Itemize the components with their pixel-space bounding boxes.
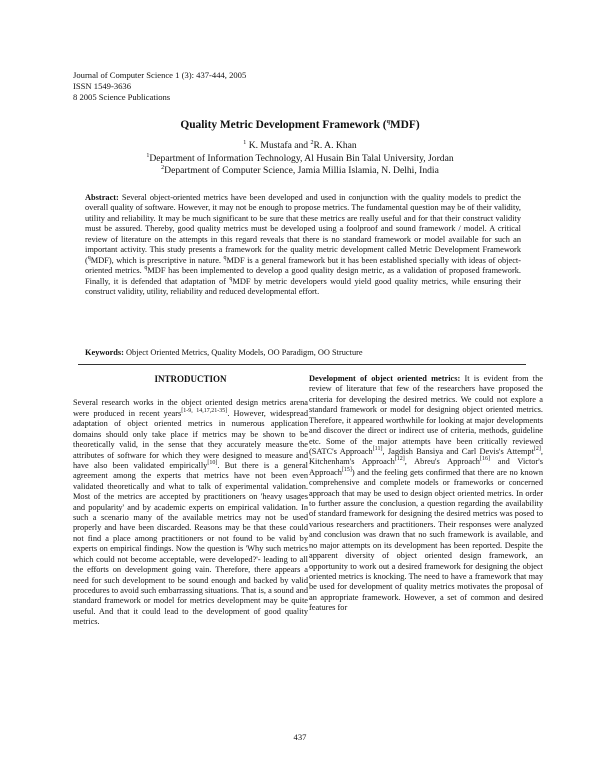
keywords: Keywords: Object Oriented Metrics, Quality Models, OO Paradigm, OO Structure <box>85 348 363 357</box>
section-divider <box>78 364 526 365</box>
abstract: Abstract: Several object-oriented metrics have been developed and used in conjunction with the quality models to predict the overall quality of software. However, it may not be enough to propose metrics. The fundamental question may be of their validity, utility and reliability. It may be much significant to be sure that these metrics are really useful and for that their construct validity must be assured. Thereby, good quality metrics must be developed using a foolproof and sound framework / model. A critical review of literature on the attempts in this regard reveals that there is no standard framework or model available for such an important activity. This study presents a framework for the quality metric development called Metric Development Framework ($^q$MDF), which is prescriptive in nature. $^q$MDF is a general framework but it has been established specially with ideas of object-oriented metrics. $^q$MDF has been implemented to develop a good quality design metric, as a validation of proposed framework. Finally, it is defended that adaptation of $^q$MDF by metric developers would yield good quality metrics, while ensuring their construct validity, utility, reliability and reduced developmental effort. <box>85 193 522 297</box>
authors-block <box>0 140 600 178</box>
left-column <box>73 374 308 628</box>
introduction-paragraph: Several research works in the object oriented design metrics arena were produced in recent years[1-9, 14,17,21-35]. However, widespread adaptation of object oriented metrics in numerous application domains should only take place if metrics may be shown to be theoretically valid, in the sense that they accurately measure the attributes of software for which they were designed to measure and have also been validated empirically[10]. But there is a general agreement among the experts that metrics have not been even validated theoretically and what to talk of experimental validation. Most of the metrics are accepted by practitioners on 'heavy usages and popularity' and by academic experts on empirical validation. In such a scenario many of the available metrics may not be used properly and have been discarded. Reasons may be that these could not find a place among practitioners or not found to be valid by experts on empirical findings. Now the question is 'Why such metrics which could not become acceptable, were developed?'- leading to all the efforts on development going vain. Therefore, there appears a need for such development to be sound enough and backed by valid procedures to avoid such embarrassing situations. That is, a sound and standard framework or model for metrics development may be quite useful. And that it could lead to the development of good quality metrics. <box>73 398 308 627</box>
journal-header <box>73 70 246 103</box>
author-names: $^1$ K. Mustafa and $^2$R. A. Khan <box>243 139 357 151</box>
keywords-label: Keywords: <box>85 348 124 357</box>
journal-publisher: 8 2005 Science Publications <box>73 92 171 102</box>
right-column <box>309 374 543 614</box>
affiliation-2: $^2$Department of Computer Science, Jamia Millia Islamia, N. Delhi, India <box>161 164 439 176</box>
abstract-label: Abstract: <box>85 193 119 202</box>
development-heading: Development of object oriented metrics: <box>309 374 461 383</box>
page-number: 437 <box>293 732 307 742</box>
journal-issn: ISSN 1549-3636 <box>73 81 132 91</box>
development-paragraph: Development of object oriented metrics: It is evident from the review of literature that few of the researchers have proposed the criteria for developing the desired metrics. We could not explore a standard framework or model for designing object oriented metrics. Therefore, it appeared worthwhile for looking at major developments and discover the direct or indirect use of criteria, methods, guideline etc. Some of the major attempts have been critically reviewed (SATC's Approach[11], Jagdish Bansiya and Carl Devis's Attempt[2], Kitchenham's Approach[12], Abreu's Approach[16] and Victor's Approach[15]) and the feeling gets confirmed that there are no known comprehensive and complete models or frameworks or concerned approach that may be used to design object oriented metrics. In order to further assure the conclusion, a question regarding the availability of standard framework for designing the desired metrics was posed to various researchers and practitioners. Their responses were analyzed and conclusion was drawn that no such framework is available, and no major attempts on its development has been reported. Despite the apparent diversity of object oriented design framework, an opportunity to work out a desired framework for designing the object oriented metrics is knocking. The need to have a framework that may be used for development of quality metrics motivates the proposal of an appropriate framework. However, a set of common and desired features for <box>309 374 543 613</box>
paper-title: Quality Metric Development Framework ($^q$MDF) <box>180 119 420 131</box>
introduction-heading: INTRODUCTION <box>154 374 227 384</box>
journal-citation: Journal of Computer Science 1 (3): 437-444, 2005 <box>73 70 247 80</box>
affiliation-1: $^1$Department of Information Technology, Al Husain Bin Talal University, Jordan <box>146 152 454 164</box>
